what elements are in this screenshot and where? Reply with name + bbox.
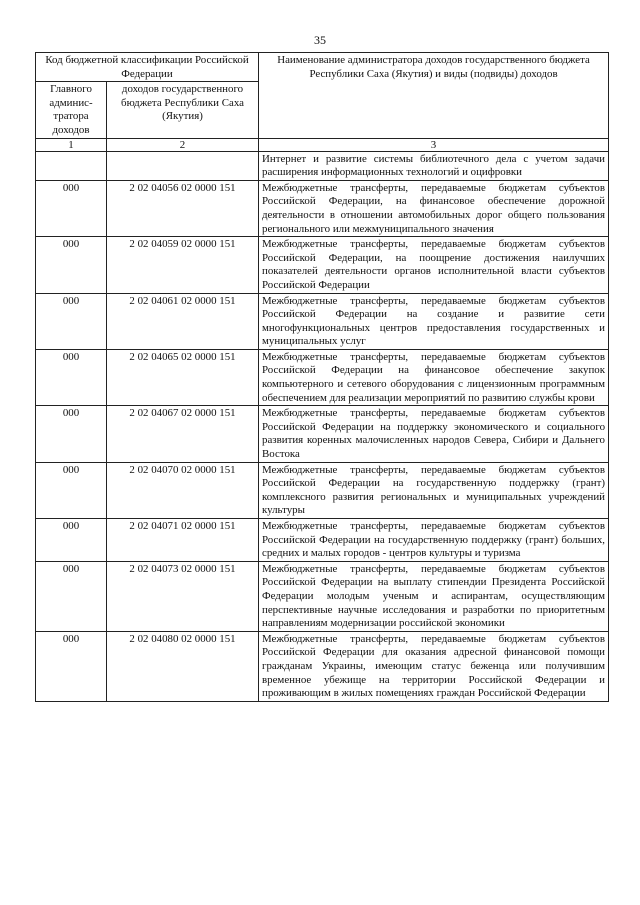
revenue-name-cell: Межбюджетные трансферты, передаваемые бюджетам субъектов Российской Федерации на государственную поддержку (грант) комплексного развития региональных и муниципальных учреждений культуры bbox=[259, 462, 609, 518]
revenue-code-cell: 2 02 04059 02 0000 151 bbox=[107, 237, 259, 293]
revenue-code-cell: 2 02 04071 02 0000 151 bbox=[107, 519, 259, 562]
admin-code-cell: 000 bbox=[36, 349, 107, 405]
admin-code-cell: 000 bbox=[36, 519, 107, 562]
revenue-name-cell: Интернет и развитие системы библиотечного дела с учетом задачи расширения информационных технологий и оцифровки bbox=[259, 151, 609, 180]
table-row bbox=[36, 406, 609, 462]
admin-code-cell: 000 bbox=[36, 406, 107, 462]
table-row bbox=[36, 349, 609, 405]
admin-code-cell: 000 bbox=[36, 631, 107, 701]
table-row bbox=[36, 519, 609, 562]
revenue-code-cell: 2 02 04070 02 0000 151 bbox=[107, 462, 259, 518]
code-column-header: доходов государственного бюджета Республики Саха (Якутия) bbox=[107, 82, 259, 138]
revenue-name-cell: Межбюджетные трансферты, передаваемые бюджетам субъектов Российской Федерации для оказания адресной финансовой помощи гражданам Украины, имеющим статус беженца или получившим временное убежище на территории Российской Федерации и проживающим в жилых помещениях граждан Российской Федерации bbox=[259, 631, 609, 701]
admin-code-cell: 000 bbox=[36, 561, 107, 631]
revenue-code-cell: 2 02 04073 02 0000 151 bbox=[107, 561, 259, 631]
column-number-1: 1 bbox=[36, 138, 107, 151]
revenue-name-cell: Межбюджетные трансферты, передаваемые бюджетам субъектов Российской Федерации на создание и развитие сети многофункциональных центров предоставления государственных и муниципальных услуг bbox=[259, 293, 609, 349]
table-row bbox=[36, 293, 609, 349]
table-row bbox=[36, 180, 609, 236]
revenue-name-cell: Межбюджетные трансферты, передаваемые бюджетам субъектов Российской Федерации, на финансовое обеспечение дорожной деятельности в отношении автомобильных дорог общего пользования регионального или межмуниципального значения bbox=[259, 180, 609, 236]
admin-column-header: Главного админис-тратора доходов bbox=[36, 82, 107, 138]
name-column-header: Наименование администратора доходов государственного бюджета Республики Саха (Якутия) и виды (подвиды) доходов bbox=[259, 53, 609, 139]
column-number-2: 2 bbox=[107, 138, 259, 151]
revenue-name-cell: Межбюджетные трансферты, передаваемые бюджетам субъектов Российской Федерации на выплату стипендии Президента Российской Федерации молодым ученым и аспирантам, осуществляющим перспективные научные исследования и разработки по приоритетным направлениям модернизации российской экономики bbox=[259, 561, 609, 631]
revenue-name-cell: Межбюджетные трансферты, передаваемые бюджетам субъектов Российской Федерации на финансовое обеспечение закупок компьютерного и сетевого оборудования с лицензионным программным обеспечением для реализации мероприятий по развитию службы крови bbox=[259, 349, 609, 405]
column-number-3: 3 bbox=[259, 138, 609, 151]
revenue-code-cell bbox=[107, 151, 259, 180]
table-row bbox=[36, 237, 609, 293]
budget-classification-table bbox=[35, 52, 609, 702]
revenue-code-cell: 2 02 04056 02 0000 151 bbox=[107, 180, 259, 236]
revenue-code-cell: 2 02 04061 02 0000 151 bbox=[107, 293, 259, 349]
table-row bbox=[36, 631, 609, 701]
revenue-name-cell: Межбюджетные трансферты, передаваемые бюджетам субъектов Российской Федерации на государственную поддержку (грант) больших, средних и малых городов - центров культуры и туризма bbox=[259, 519, 609, 562]
admin-code-cell: 000 bbox=[36, 462, 107, 518]
revenue-code-cell: 2 02 04080 02 0000 151 bbox=[107, 631, 259, 701]
revenue-name-cell: Межбюджетные трансферты, передаваемые бюджетам субъектов Российской Федерации, на поощрение достижения наилучших показателей деятельности органов исполнительной власти субъектов Российской Федерации bbox=[259, 237, 609, 293]
admin-code-cell: 000 bbox=[36, 237, 107, 293]
classification-header: Код бюджетной классификации Российской Федерации bbox=[36, 53, 259, 82]
revenue-code-cell: 2 02 04067 02 0000 151 bbox=[107, 406, 259, 462]
page-number: 35 bbox=[314, 33, 326, 47]
admin-code-cell bbox=[36, 151, 107, 180]
table-row bbox=[36, 561, 609, 631]
admin-code-cell: 000 bbox=[36, 293, 107, 349]
table-row bbox=[36, 151, 609, 180]
revenue-code-cell: 2 02 04065 02 0000 151 bbox=[107, 349, 259, 405]
table-row bbox=[36, 462, 609, 518]
admin-code-cell: 000 bbox=[36, 180, 107, 236]
revenue-name-cell: Межбюджетные трансферты, передаваемые бюджетам субъектов Российской Федерации на поддержку экономического и социального развития коренных малочисленных народов Севера, Сибири и Дальнего Востока bbox=[259, 406, 609, 462]
